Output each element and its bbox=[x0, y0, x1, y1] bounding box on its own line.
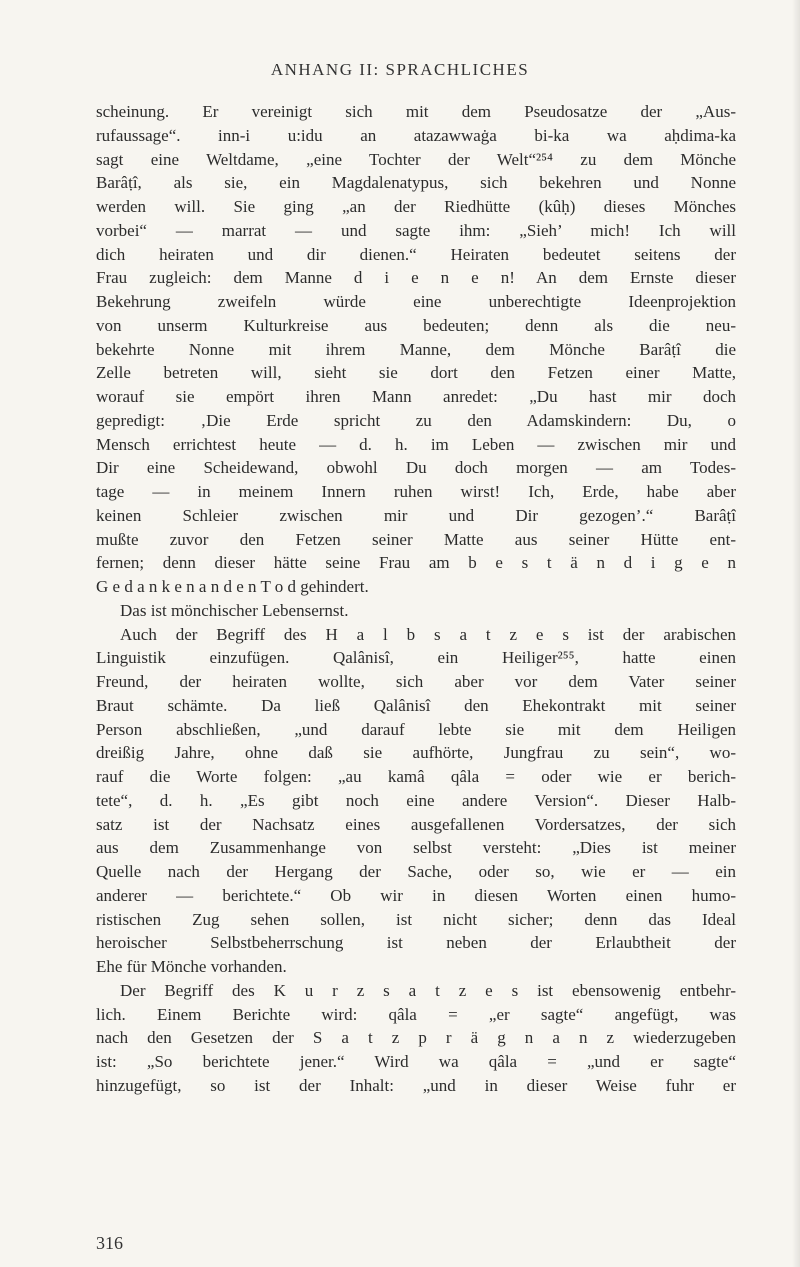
text-line: gepredigt: ‚Die Erde spricht zu den Adamskindern: Du, o bbox=[96, 410, 736, 430]
running-head: ANHANG II: SPRACHLICHES bbox=[270, 60, 530, 79]
text-line: nach den Gesetzen der S a t z p r ä g n a n z wiederzugeben bbox=[96, 1028, 736, 1048]
text-line: ristischen Zug sehen sollen, ist nicht sicher; denn das Ideal bbox=[96, 909, 736, 929]
text-line: Frau zugleich: dem Manne d i e n e n! An dem Ernste dieser bbox=[96, 268, 736, 288]
text-line: von unserm Kulturkreise aus bedeuten; denn als die neu- bbox=[96, 315, 736, 335]
text-line: werden will. Sie ging „an der Riedhütte (kûḥ) dieses Mönches bbox=[96, 197, 736, 216]
text-line: tete“, d. h. „Es gibt noch eine andere Version“. Dieser Halb- bbox=[96, 790, 736, 810]
text-line: Auch der Begriff des H a l b s a t z e s ist der arabischen bbox=[120, 624, 736, 644]
text-line: Linguistik einzufügen. Qalânisî, ein Heiliger²⁵⁵, hatte einen bbox=[96, 648, 736, 668]
text-line: dich heiraten und dir dienen.“ Heiraten bedeutet seitens der bbox=[96, 244, 736, 264]
text-line: Barâṭî, als sie, ein Magdalenatypus, sich bekehren und Nonne bbox=[96, 173, 736, 193]
text-line: aus dem Zusammenhange von selbst versteht: „Dies ist meiner bbox=[96, 838, 736, 858]
text-line: keinen Schleier zwischen mir und Dir gezogen’.“ Barâṭî bbox=[96, 505, 736, 525]
text-line: fernen; denn dieser hätte seine Frau am b e s t ä n d i g e n bbox=[96, 553, 736, 573]
text-line: mußte zuvor den Fetzen seiner Matte aus seiner Hütte ent- bbox=[96, 529, 736, 549]
text-line: rufaussage“. inn-i u:idu an atazawwaġa bi-ka wa aḥdima-ka bbox=[96, 125, 736, 145]
text-line: heroischer Selbstbeherrschung ist neben der Erlaubtheit der bbox=[96, 933, 736, 953]
text-line: Person abschließen, „und darauf lebte sie mit dem Heiligen bbox=[96, 719, 736, 739]
text-line: hinzugefügt, so ist der Inhalt: „und in dieser Weise fuhr er bbox=[96, 1075, 736, 1095]
text-line: lich. Einem Berichte wird: qâla = „er sagte“ angefügt, was bbox=[96, 1004, 736, 1024]
text-line: Braut schämte. Da ließ Qalânisî den Ehekontrakt mit seiner bbox=[96, 695, 736, 715]
text-line: Mensch errichtest heute — d. h. im Leben — zwischen mir und bbox=[96, 434, 736, 454]
text-line: bekehrte Nonne mit ihrem Manne, dem Mönche Barâṭî die bbox=[96, 339, 736, 359]
page-edge-shadow bbox=[792, 0, 800, 1267]
text-line: satz ist der Nachsatz eines ausgefallenen Vordersatzes, der sich bbox=[96, 814, 736, 834]
text-line: Freund, der heiraten wollte, sich aber vor dem Vater seiner bbox=[96, 672, 736, 691]
text-line: Das ist mönchischer Lebensernst. bbox=[120, 600, 349, 620]
text-line: vorbei“ — marrat — und sagte ihm: „Sieh’ mich! Ich will bbox=[96, 220, 736, 240]
text-line: Ehe für Mönche vorhanden. bbox=[96, 957, 287, 976]
text-line: scheinung. Er vereinigt sich mit dem Pseudosatze der „Aus- bbox=[96, 102, 736, 121]
text-line: Bekehrung zweifeln würde eine unberechtigte Ideenprojektion bbox=[96, 292, 736, 311]
text-line: sagt eine Weltdame, „eine Tochter der Welt“²⁵⁴ zu dem Mönche bbox=[96, 149, 736, 169]
text-line: Dir eine Scheidewand, obwohl Du doch morgen — am Todes- bbox=[96, 458, 736, 478]
text-line: tage — in meinem Innern ruhen wirst! Ich, Erde, habe aber bbox=[96, 482, 736, 501]
text-line: worauf sie empört ihren Mann anredet: „Du hast mir doch bbox=[96, 387, 736, 406]
text-line: G e d a n k e n a n d e n T o d gehindert. bbox=[96, 577, 369, 596]
text-line: rauf die Worte folgen: „au kamâ qâla = oder wie er berich- bbox=[96, 767, 736, 786]
text-line: ist: „So berichtete jener.“ Wird wa qâla = „und er sagte“ bbox=[96, 1052, 736, 1071]
text-line: anderer — berichtete.“ Ob wir in diesen Worten einen humo- bbox=[96, 885, 736, 905]
text-line: dreißig Jahre, ohne daß sie aufhörte, Jungfrau zu sein“, wo- bbox=[96, 743, 736, 763]
body-text bbox=[96, 100, 736, 1098]
text-line: Zelle betreten will, sieht sie dort den Fetzen einer Matte, bbox=[96, 363, 736, 383]
text-line: Quelle nach der Hergang der Sache, oder so, wie er — ein bbox=[96, 862, 736, 881]
page-number: 316 bbox=[96, 1233, 123, 1253]
text-line: Der Begriff des K u r z s a t z e s ist ebensowenig entbehr- bbox=[120, 980, 736, 1000]
